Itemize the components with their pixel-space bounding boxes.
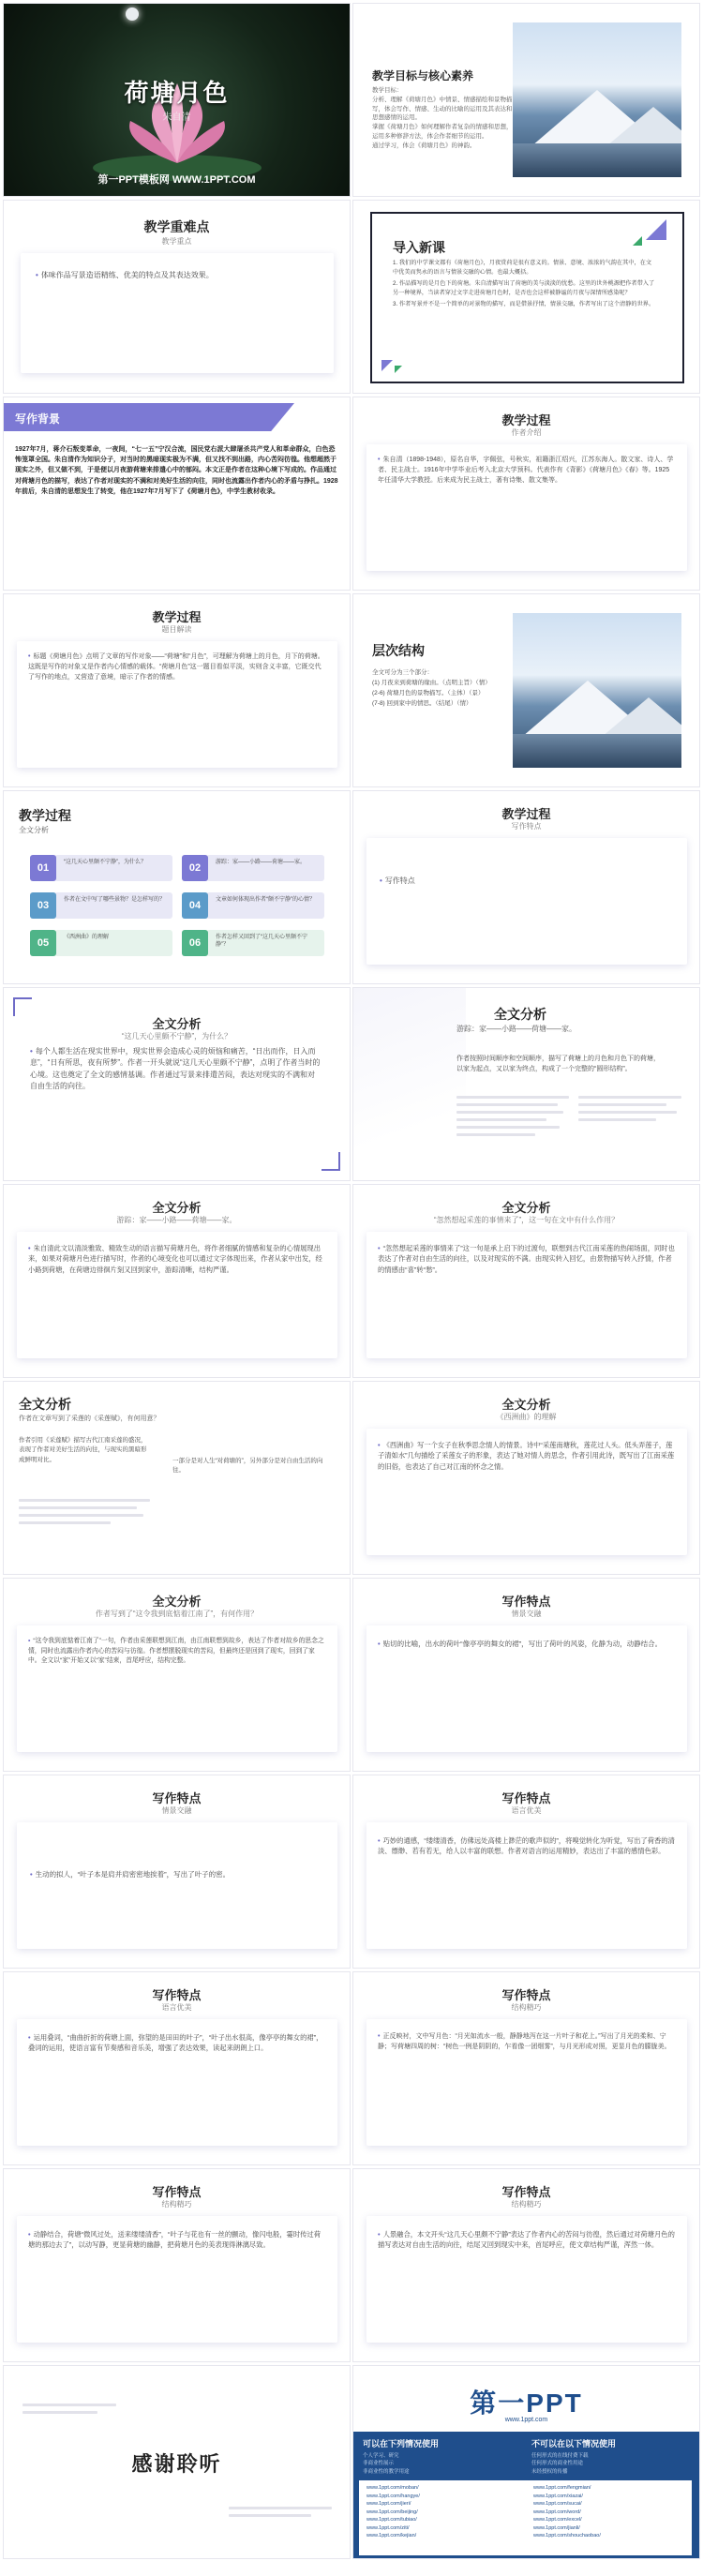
cover-site: 第一PPT模板网 WWW.1PPT.COM <box>97 174 256 186</box>
feature4-subtitle: 语言优美 <box>161 2003 192 2012</box>
feature5-title: 写作特点 <box>501 1988 551 2002</box>
analysis7-title: 全文分析 <box>152 1595 202 1609</box>
slide-process-title[interactable] <box>3 593 351 787</box>
bullet-icon: • <box>378 2230 381 2239</box>
moon-icon <box>126 7 139 21</box>
feature1-bullet <box>366 1625 687 1663</box>
analysis-item-text: 作者在文中写了哪些景物？是怎样写的？ <box>64 897 166 903</box>
bullet-icon: • <box>28 1638 31 1644</box>
intro-line: 3. 作者写景并不是一个简单的对景物的描写，而是借景抒情，情景交融，作者写出了这个清静的世界。 <box>393 301 655 308</box>
slide-process-analysis[interactable] <box>3 790 351 984</box>
analysis3-card <box>17 1232 337 1358</box>
structure-line: (1) 月夜来到荷塘的缘由。（点明主旨）（情） <box>372 680 491 687</box>
slide-feature-1[interactable] <box>352 1578 700 1772</box>
slide-analysis-1[interactable] <box>3 987 351 1181</box>
analysis5-text: 作者引用《采莲赋》描写古代江南采莲的盛况，表现了作者对美好生活的向往，与现实的黑暗形成鲜明对比。 <box>19 1437 147 1463</box>
feature5-text: 正反映衬，文中写月色：“月光如流水一般，静静地泻在这一片叶子和花上。”写出了月光的柔和、宁静；写荷塘四周的树：“树色一例是阴阴的，乍看像一团烟雾”，与月光形成对照，更显月色的朦胧美。 <box>378 2033 671 2050</box>
goals-text: 教学目标： 分析、理解《荷塘月色》中情景、情感描绘和景物描写，体会写作、情感、生动的比喻的运用及其表达和思想感情的运用。 掌握《荷塘月色》如何理解作者复杂的情感和思想，运用多种修辞方法，体会作者细节的运用。 通过学习，体会《荷塘月色》的神韵。 <box>372 87 513 149</box>
ad-link[interactable]: www.1ppt.com/beijing/ <box>366 2509 418 2515</box>
feature2-card <box>17 1822 337 1949</box>
analysis4-card <box>366 1232 687 1358</box>
ad-link[interactable]: www.1ppt.com/kejian/ <box>366 2533 417 2539</box>
feature5-bullet <box>366 2019 687 2066</box>
analysis5-side: 一部分是对人生“对荷塘的”，另外部分是对自由生活的向往。 <box>172 1458 323 1475</box>
slide-feature-3[interactable] <box>352 1775 700 1969</box>
slide-process-author[interactable] <box>352 397 700 591</box>
analysis-item-card[interactable] <box>37 930 172 956</box>
slide-analysis-7[interactable] <box>3 1578 351 1772</box>
slide-analysis-2[interactable] <box>352 987 700 1181</box>
analysis-item-number: 02 <box>182 855 208 881</box>
ad-left-title: 可以在下列情况使用 <box>363 2439 440 2449</box>
analysis1-title: 全文分析 <box>152 1017 202 1031</box>
slide-feature-4[interactable] <box>3 1971 351 2165</box>
bullet-icon: • <box>30 1870 33 1879</box>
frame-corner <box>322 1152 340 1171</box>
cover-title: 荷塘月色 <box>124 79 230 107</box>
analysis5-title: 全文分析 <box>19 1397 71 1412</box>
process4-bullet-text: 写作特点 <box>384 876 415 885</box>
feature2-title: 写作特点 <box>152 1791 202 1805</box>
ad-panel <box>353 2432 699 2559</box>
process4-subtitle: 写作特点 <box>511 822 542 831</box>
analysis6-bullet <box>366 1429 687 1483</box>
ad-link[interactable]: www.1ppt.com/jieri/ <box>366 2501 411 2508</box>
ad-logo[interactable]: 第一PPT <box>470 2389 583 2418</box>
slide-feature-2[interactable] <box>3 1775 351 1969</box>
mountain-photo <box>513 22 681 177</box>
structure-line: (2-6) 荷塘月色的景物描写。（主体）（景） <box>372 690 485 697</box>
bullet-icon: • <box>378 1441 381 1449</box>
process1-bullet <box>366 444 687 498</box>
ad-links-right <box>533 2484 601 2540</box>
analysis1-bullet <box>30 1046 321 1093</box>
analysis7-bullet <box>17 1625 337 1678</box>
analysis-item-number: 04 <box>182 892 208 919</box>
keypoints-bullet <box>21 253 334 298</box>
process2-card <box>17 641 337 768</box>
keypoints-title: 教学重难点 <box>143 219 210 234</box>
feature4-title: 写作特点 <box>152 1988 202 2002</box>
ad-left-item: 非商业性展示 <box>363 2461 395 2467</box>
analysis2-title: 全文分析 <box>494 1007 546 1022</box>
feature6-title: 写作特点 <box>152 2185 202 2199</box>
process4-bullet <box>366 838 687 924</box>
ad-links-box <box>359 2480 692 2555</box>
feature2-bullet <box>17 1822 337 1927</box>
keypoints-subtitle: 教学重点 <box>161 237 192 246</box>
frame-corner <box>13 997 32 1016</box>
analysis-item-card[interactable] <box>188 930 324 956</box>
feature6-subtitle: 结构精巧 <box>161 2200 192 2209</box>
slide-analysis-4[interactable] <box>352 1184 700 1378</box>
feature1-subtitle: 情景交融 <box>511 1610 542 1618</box>
process1-title: 教学过程 <box>501 413 551 427</box>
bullet-icon: • <box>30 1047 33 1056</box>
analysis6-text: 《西洲曲》写一个女子在秋季思念情人的情景。诗中“采莲南塘秋，莲花过人头。低头弄莲子，莲子清如水”几句描绘了采莲女子的形象，表达了她对情人的思念，作者引用此诗，既写出了江南采莲的旧俗，也表达了自己对江南的怀念之情。 <box>378 1441 675 1471</box>
feature6-bullet <box>17 2216 337 2264</box>
feature7-title: 写作特点 <box>501 2185 551 2199</box>
placeholder-lines <box>578 1096 681 1126</box>
feature3-title: 写作特点 <box>501 1791 551 1805</box>
goals-title: 教学目标与核心素养 <box>372 69 474 82</box>
bullet-icon: • <box>36 271 38 279</box>
ad-link[interactable]: www.1ppt.com/shouchaobao/ <box>533 2533 601 2539</box>
ad-link[interactable]: www.1ppt.com/excel/ <box>533 2517 582 2524</box>
triangle-icon <box>646 219 666 240</box>
feature6-text: 动静结合，荷塘“微风过处，送来缕缕清香”，“叶子与花也有一丝的颤动，像闪电般，霎时传过荷塘的那边去了”，以动写静，更显荷塘的幽静，把荷塘月色的美表现得淋漓尽致。 <box>28 2230 322 2250</box>
analysis1-text: 每个人都生活在现实世界中，现实世界会造成心灵的烦恼和痛苦，“日出而作，日入而息”，“日有所思，夜有所梦”。作者一开头就说“这几天心里颇不宁静”，点明了作者当时的心境。这也奠定了全文的感情基调。作者通过写景来排遣苦闷，表达对现实的不满和对自由生活的向往。 <box>30 1047 321 1091</box>
process2-text: 标题《荷塘月色》点明了文章的写作对象——“荷塘”和“月色”，可理解为荷塘上的月色，月下的荷塘。这既是写作的对象又是作者内心情感的载体。“荷塘月色”这一题目看似平淡，实则含义丰富，它既交代了写作的地点，又营造了意境，暗示了作者的情感。 <box>28 653 324 681</box>
feature3-bullet <box>366 1822 687 1870</box>
triangle-icon <box>395 366 402 373</box>
placeholder-lines <box>229 2507 332 2522</box>
feature4-bullet <box>17 2019 337 2067</box>
analysis4-bullet <box>366 1232 687 1286</box>
analysis-item-card[interactable] <box>37 892 172 919</box>
feature7-text: 人景融合，本文开头“这几天心里颇不宁静”表达了作者内心的苦闷与彷徨，然后通过对荷塘月色的描写表达对自由生活的向往，结尾又回到现实中来，首尾呼应，使文章结构严谨，浑然一体。 <box>378 2230 675 2250</box>
bullet-icon: • <box>28 653 31 660</box>
analysis4-title: 全文分析 <box>501 1201 551 1215</box>
background-label: 写作背景 <box>15 412 61 426</box>
process2-title: 教学过程 <box>152 610 202 624</box>
analysis7-card <box>17 1625 337 1752</box>
bullet-icon: • <box>28 1244 31 1252</box>
placeholder-lines <box>19 1499 150 1529</box>
feature2-text: 生动的拟人，“叶子本是肩并肩密密地挨着”，写出了叶子的密。 <box>35 1870 231 1879</box>
analysis-item-number: 03 <box>30 892 56 919</box>
ad-link[interactable]: www.1ppt.com/tubiao/ <box>366 2517 417 2524</box>
feature1-title: 写作特点 <box>501 1595 551 1609</box>
bullet-icon: • <box>28 2230 31 2239</box>
slide-keypoints[interactable] <box>3 200 351 394</box>
analysis-item-card[interactable] <box>188 855 324 881</box>
ad-link[interactable]: www.1ppt.com/jianli/ <box>533 2524 580 2531</box>
feature7-bullet <box>366 2216 687 2264</box>
ad-link[interactable]: www.1ppt.com/word/ <box>533 2509 581 2515</box>
slide-analysis-5[interactable] <box>3 1381 351 1575</box>
keypoints-card <box>21 253 334 373</box>
bullet-icon: • <box>378 1244 381 1252</box>
analysis-item-text: 《西洲曲》的理解 <box>64 935 110 940</box>
slide-background[interactable] <box>3 397 351 591</box>
slide-analysis-3[interactable] <box>3 1184 351 1378</box>
analysis-item-text: 游踪：家——小路——荷塘——家。 <box>216 860 307 865</box>
bullet-icon: • <box>378 1640 381 1648</box>
process1-card <box>366 444 687 571</box>
slide-analysis-6[interactable] <box>352 1381 700 1575</box>
ad-right-title: 不可以在以下情况使用 <box>531 2439 617 2449</box>
background-text: 1927年7月，蒋介石叛变革命，一夜间，“七一五”宁汉合流，国民党右派大肆屠杀共产党人和革命群众，白色恐怖笼罩全国。朱自清作为知识分子，对当时的黑暗现实极为不满，但又找不到出路，内心苦闷彷徨。他想超然于现实之外，但又做不到，于是便以月夜游荷塘来排遣心中的郁闷。本文正是作者在这种心境下写成的。作品通过对荷塘月色的描写，表达了作者对现实的不满和对美好生活的向往，同时也流露出作者内心的矛盾与挣扎。1928年前后，朱自清的思想发生了转变，他在1927年7月写下了《荷塘月色》，中学生教材收录。 <box>15 446 338 495</box>
analysis-item-number: 05 <box>30 930 56 956</box>
process1-subtitle: 作者介绍 <box>511 428 542 437</box>
ad-link[interactable]: www.1ppt.com/ziti/ <box>366 2524 410 2531</box>
analysis7-text: “这令我到底惦着江南了”一句，作者由采莲联想到江南，由江南联想到故乡，表达了作者对故乡的思念之情，同时也流露出作者内心的苦闷与彷徨。作者想摆脱现实的苦闷，但最终还是回到了现实，回到了家中。全文以“家”开始又以“家”结束，首尾呼应，结构完整。 <box>28 1638 324 1665</box>
analysis6-card <box>366 1429 687 1555</box>
ad-logo-url[interactable]: www.1ppt.com <box>504 2417 548 2423</box>
slide-goals[interactable] <box>352 3 700 197</box>
analysis-item-text: 文章如何体现出作者“颇不宁静”的心情？ <box>216 897 315 903</box>
bullet-icon: • <box>28 2033 31 2042</box>
ad-right-item: 未经授权的传播 <box>531 2468 568 2475</box>
feature4-card <box>17 2019 337 2146</box>
analysis3-title: 全文分析 <box>152 1201 202 1215</box>
analysis4-text: “忽然想起采莲的事情来了”这一句是承上启下的过渡句，联想到古代江南采莲的热闹场面，同时也表达了作者对自由生活的向往，以及对现实的不满。由现实转入回忆，由景物描写转入抒情，作者的情感由“喜”转“愁”。 <box>378 1244 675 1274</box>
ad-link[interactable]: www.1ppt.com/fengmian/ <box>533 2485 591 2491</box>
process2-subtitle: 题目解读 <box>161 625 192 634</box>
analysis-item-card[interactable] <box>188 892 324 919</box>
process4-card <box>366 838 687 965</box>
analysis3-subtitle: 游踪：家——小路——荷塘——家。 <box>116 1216 237 1224</box>
structure-line: (7-8) 回到家中的情思。（结尾）（情） <box>372 700 472 708</box>
feature3-text: 巧妙的通感，“缕缕清香，仿佛远处高楼上渺茫的歌声似的”，将嗅觉转化为听觉，写出了荷香的清淡、缥缈、若有若无，给人以丰富的联想。作者对语言的运用精妙，表达出了丰富的感情色彩。 <box>378 1836 675 1856</box>
ad-link[interactable]: www.1ppt.com/moban/ <box>366 2485 419 2491</box>
analysis2-deco <box>353 988 466 1181</box>
analysis4-subtitle: “忽然想起采莲的事情来了”，这一句在文中有什么作用？ <box>433 1216 620 1224</box>
slide-feature-5[interactable] <box>352 1971 700 2165</box>
ad-left-item: 非商业性的教学用途 <box>363 2468 410 2475</box>
placeholder-lines <box>456 1096 569 1141</box>
slide-thanks[interactable] <box>3 2365 351 2559</box>
analysis2-subtitle: 游踪：家——小路——荷塘——家。 <box>456 1025 576 1033</box>
intro-title: 导入新课 <box>393 240 445 255</box>
mountain-photo <box>513 613 681 768</box>
feature7-card <box>366 2216 687 2343</box>
ad-right-items <box>531 2452 589 2476</box>
placeholder-lines <box>22 2404 116 2419</box>
analysis5-subtitle: 作者在文章写到了采莲的《采莲赋》，有何用意？ <box>19 1415 160 1422</box>
structure-list <box>372 667 513 709</box>
feature3-subtitle: 语言优美 <box>511 1806 542 1815</box>
intro-line: 1. 我们的中学课文都有《荷塘月色》，月夜赏荷是很有意义的。情景、意境、浓浓的气韵在其中，在文中优美而隽永的语言与情景交融的心情。也最大概括。 <box>393 260 652 276</box>
bullet-icon: • <box>380 876 382 885</box>
feature1-card <box>366 1625 687 1752</box>
slide-process-features[interactable] <box>352 790 700 984</box>
analysis6-title: 全文分析 <box>501 1398 551 1412</box>
process1-text: 朱自清（1898-1948），原名自华，字佩弦，号秋实，祖籍浙江绍兴，江苏东海人。散文家、诗人、学者、民主战士。1916年中学毕业后考入北京大学预科。代表作有《背影》《荷塘月色》《春》等。1925年任清华大学教授。后来成为民主战士，著有诗集、散文集等。 <box>378 457 674 484</box>
feature7-subtitle: 结构精巧 <box>511 2200 542 2209</box>
analysis3-text: 朱自清此文以清淡雅致、精致生动的语言描写荷塘月色，将作者细腻的情感和复杂的心情展现出来，如果对荷塘月色进行描写时，作者的心境变化也可以通过文字体现出来，作者从家中出发，经小路到荷塘，在荷塘边徘徊片刻又回到家中，游踪清晰，结构严谨。 <box>28 1244 322 1274</box>
slide-feature-7[interactable] <box>352 2168 700 2362</box>
bullet-icon: • <box>378 457 381 463</box>
ad-link[interactable]: www.1ppt.com/sucai/ <box>533 2501 582 2508</box>
analysis2-text: 作者按照时间顺序和空间顺序，描写了荷塘上的月色和月色下的荷塘，以家为起点，又以家为终点，构成了一个完整的“圆形结构”。 <box>456 1056 660 1073</box>
process3-subtitle: 全文分析 <box>19 826 49 834</box>
analysis-item-text: 作者怎样又回到了“这几天心里颇不宁静”？ <box>216 935 307 949</box>
cover-author: 朱自清 <box>162 112 191 123</box>
analysis3-bullet <box>17 1232 337 1286</box>
ad-right-item: 任何形式的在线付费下载 <box>531 2453 589 2459</box>
feature2-subtitle: 情景交融 <box>161 1806 192 1815</box>
thanks-title: 感谢聆听 <box>131 2452 222 2476</box>
slide-ad[interactable] <box>352 2365 700 2559</box>
structure-title: 层次结构 <box>372 643 425 658</box>
analysis-item-number: 01 <box>30 855 56 881</box>
triangle-icon <box>633 236 642 246</box>
process4-title: 教学过程 <box>501 807 551 821</box>
ad-left-item: 个人学习、研究 <box>363 2453 399 2459</box>
triangle-icon <box>381 360 393 371</box>
feature5-subtitle: 结构精巧 <box>511 2003 542 2012</box>
intro-list <box>393 259 655 309</box>
analysis-item-text: “这几天心里颇不宁静”，为什么？ <box>64 860 146 865</box>
analysis-item-card[interactable] <box>37 855 172 881</box>
slide-cover[interactable] <box>3 3 351 197</box>
slide-intro[interactable] <box>352 200 700 394</box>
ad-right-item: 任何形式的商业性用途 <box>531 2461 584 2467</box>
feature3-card <box>366 1822 687 1949</box>
keypoints-text: 体味作品写景造语精练、优美的特点及其表达效果。 <box>40 271 214 279</box>
ad-link[interactable]: www.1ppt.com/hangye/ <box>366 2493 420 2499</box>
feature1-text: 贴切的比喻，出水的荷叶“像亭亭的舞女的裙”，写出了荷叶的风姿，化静为动，动静结合。 <box>382 1640 663 1648</box>
ad-link[interactable]: www.1ppt.com/xiazai/ <box>533 2493 583 2499</box>
analysis1-subtitle: “这几天心里颇不宁静”，为什么？ <box>121 1032 232 1041</box>
slide-structure[interactable] <box>352 593 700 787</box>
analysis6-subtitle: 《西洲曲》的理解 <box>496 1413 557 1421</box>
ad-links-left <box>366 2484 420 2540</box>
feature4-text: 运用叠词，“曲曲折折的荷塘上面，弥望的是田田的叶子”，“叶子出水很高，像亭亭的舞女的裙”，叠词的运用，使语言富有节奏感和音乐美，增强了表达效果，读起来朗朗上口。 <box>28 2033 323 2053</box>
process3-title: 教学过程 <box>19 808 71 823</box>
process2-bullet <box>17 641 337 695</box>
slide-feature-6[interactable] <box>3 2168 351 2362</box>
bullet-icon: • <box>378 2033 381 2040</box>
bullet-icon: • <box>378 1836 381 1845</box>
analysis7-subtitle: 作者写到了“这令我到底惦着江南了”，有何作用？ <box>95 1610 259 1618</box>
intro-line: 2. 作品描写的是月色下的荷塘。朱自清描写出了荷塘的美与淡淡的忧愁。这里的世外桃源把作者带入了另一种境界，当读者穿过文字走进荷塘月色时，是否也会这样被静谧的月夜与深情所感染呢？ <box>393 280 655 296</box>
feature6-card <box>17 2216 337 2343</box>
feature5-card <box>366 2019 687 2146</box>
analysis-item-number: 06 <box>182 930 208 956</box>
structure-line: 全文可分为三个部分： <box>372 669 433 676</box>
ad-left-items <box>363 2452 410 2476</box>
